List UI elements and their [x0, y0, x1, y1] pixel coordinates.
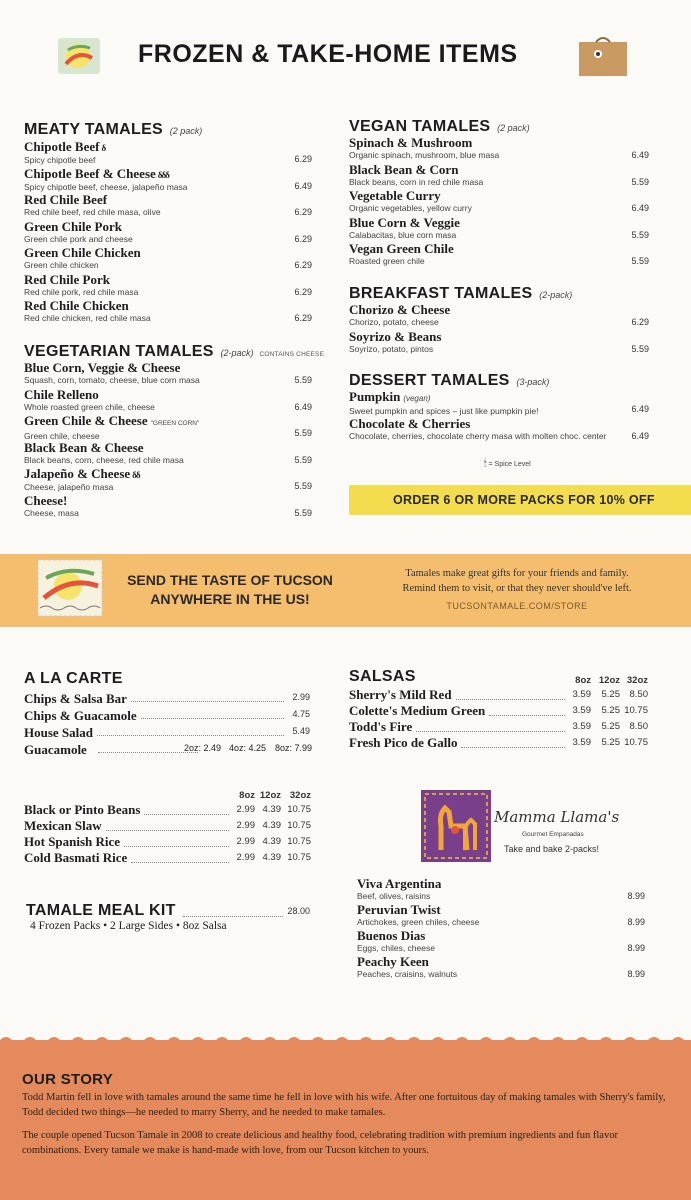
llama-item [357, 955, 645, 981]
dessert-item-price: 6.49 [631, 404, 649, 414]
llama-item-price: 8.99 [627, 917, 645, 927]
shipping-banner [0, 554, 691, 627]
vegan-item-desc: Organic vegetables, yellow curry [349, 203, 472, 213]
vegan-item-price: 5.59 [631, 229, 649, 240]
meaty-title: MEATY TAMALES [24, 121, 164, 138]
vegetarian-item-name: Jalapeño & Cheese δδ [24, 466, 140, 481]
vegetarian-item-desc: Whole roasted green chile, cheese [24, 401, 155, 412]
mealkit-desc: 4 Frozen Packs • 2 Large Sides • 8oz Salsa [30, 920, 227, 932]
alacarte-item-dots [131, 701, 284, 702]
flame-icon: δ [101, 143, 106, 153]
salsa-item-dots [489, 715, 565, 716]
vegan-item-name: Vegan Green Chile [349, 241, 454, 256]
llama-item-name: Viva Argentina [357, 876, 442, 891]
vegetarian-item-price: 5.59 [294, 454, 312, 465]
dessert-item-desc: Chocolate, cherries, chocolate cherry masa with molten choc. center [349, 430, 607, 441]
vegetarian-item [24, 441, 312, 467]
vegan-item [349, 189, 649, 215]
llama-item-desc: Artichokes, green chiles, cheese [357, 917, 480, 927]
vegetarian-item-desc: Cheese, masa [24, 507, 79, 518]
dessert-title: DESSERT TAMALES [349, 372, 510, 389]
alacarte-item [24, 724, 310, 740]
sides-item-price: 4.39 [262, 820, 281, 831]
meaty-item [24, 193, 312, 219]
sides-item-price: 4.39 [262, 852, 281, 863]
banner-copy-1: Tamales make great gifts for your friends and family. [405, 568, 629, 579]
vegan-item-name: Spinach & Mushroom [349, 135, 473, 150]
flame-icon: 🕯 [484, 458, 487, 468]
sides-item-price: 2.99 [236, 820, 255, 831]
sides-item-price: 2.99 [236, 804, 255, 815]
meaty-item-name: Chipotle Beef & Cheese δδδ [24, 165, 169, 181]
mealkit-dots [183, 916, 283, 917]
vegetarian-item-price: 5.59 [294, 507, 312, 518]
breakfast-item-desc: Chorizo, potato, cheese [349, 317, 439, 327]
story-section [0, 1040, 691, 1200]
meaty-item [24, 167, 312, 193]
salsa-item-name: Fresh Pico de Gallo [349, 735, 458, 750]
sides-size-label: 12oz [259, 790, 281, 801]
breakfast-item [349, 330, 649, 356]
llama-logo-icon [421, 790, 491, 862]
breakfast-pack: (2-pack) [539, 290, 573, 300]
vegan-pack: (2 pack) [497, 123, 530, 133]
shopping-bag-icon [576, 36, 630, 78]
vegetarian-pack: (2-pack) [220, 348, 254, 358]
llama-item [357, 903, 645, 929]
vegan-item [349, 242, 649, 268]
vegan-tag: (vegan) [403, 394, 431, 403]
vegan-item-desc: Organic spinach, mushroom, blue masa [349, 150, 500, 160]
breakfast-item-name: Soyrizo & Beans [349, 328, 442, 344]
vegan-item-price: 6.49 [631, 150, 649, 160]
vegan-title: VEGAN TAMALES [349, 118, 491, 135]
alacarte-item-name: House Salad [24, 725, 93, 740]
sides-item-dots [131, 862, 229, 863]
sides-item-dots [144, 814, 229, 815]
llama-item-desc: Peaches, craisins, walnuts [357, 969, 458, 979]
llama-sub: Gourmet Empanadas [522, 831, 584, 838]
salsa-item-price: 10.75 [624, 705, 648, 716]
meaty-item-name: Red Chile Beef [24, 192, 108, 207]
sides-item-price: 10.75 [287, 852, 311, 863]
meaty-item-price: 6.29 [294, 286, 312, 297]
vegan-item [349, 216, 649, 242]
alacarte-item-name: Chips & Guacamole [24, 708, 137, 723]
breakfast-heading [349, 285, 572, 303]
salsa-item-price: 3.59 [572, 737, 591, 748]
banner-headline-2: ANYWHERE IN THE US! [150, 591, 310, 607]
vegan-item-name: Vegetable Curry [349, 188, 441, 203]
vegan-item-desc: Roasted green chile [349, 256, 425, 266]
meaty-item-price: 6.29 [294, 313, 312, 323]
meaty-item [24, 140, 312, 166]
salsa-size-label: 8oz [575, 675, 591, 686]
meaty-item [24, 246, 312, 272]
banner-link[interactable]: TUCSONTAMALE.COM/STORE [446, 601, 588, 611]
meaty-item-desc: Red chile chicken, red chile masa [24, 313, 151, 323]
vegetarian-item-name: Black Bean & Cheese [24, 439, 144, 455]
meaty-item [24, 220, 312, 246]
banner-headline [110, 571, 350, 609]
vegan-item [349, 163, 649, 189]
story-p1: Todd Martin fell in love with tamales around the same time he fell in love with his wife. After one fortuitous day of making tamales with Sherry's family, Todd decided two things—he needed to marry Sherry, and he needed to make tamales. [22, 1092, 666, 1118]
salsa-size-label: 12oz [598, 675, 620, 686]
llama-item-price: 8.99 [627, 891, 645, 901]
breakfast-item-desc: Soyrizo, potato, pintos [349, 343, 434, 354]
breakfast-item [349, 303, 649, 329]
alacarte-item-name: Chips & Salsa Bar [24, 691, 127, 706]
meaty-item-desc: Spicy chipotle beef, cheese, jalapeño masa [24, 181, 188, 192]
guacamole-dots [98, 752, 198, 753]
meaty-item-price: 6.49 [294, 180, 312, 191]
meaty-item-name: Chipotle Beef δ [24, 139, 106, 154]
salsa-item-price: 10.75 [624, 737, 648, 748]
vegetarian-item-name: Green Chile & Cheese "GREEN CORN" [24, 413, 200, 428]
llama-item [357, 929, 645, 955]
llama-item-price: 8.99 [627, 943, 645, 953]
llama-item-price: 8.99 [627, 969, 645, 979]
sides-item-price: 10.75 [287, 804, 311, 815]
breakfast-item-price: 5.59 [631, 343, 649, 354]
meaty-item-desc: Spicy chipotle beef [24, 155, 96, 165]
meaty-item-price: 6.29 [294, 260, 312, 270]
item-tag: "GREEN CORN" [150, 420, 200, 427]
salsa-item-name: Colette's Medium Green [349, 703, 486, 718]
guac-size-3: 8oz: 7.99 [275, 743, 313, 753]
dessert-item [349, 390, 649, 416]
vegetarian-item [24, 467, 312, 493]
sides-item-dots [106, 830, 229, 831]
salsa-item-price: 5.25 [601, 689, 620, 700]
vegan-item-price: 6.49 [631, 203, 649, 213]
alacarte-item-dots [141, 718, 284, 719]
dessert-item-price: 6.49 [631, 430, 649, 441]
sides-item-price: 2.99 [236, 836, 255, 847]
guacamole-row [24, 741, 314, 759]
salsa-item-price: 3.59 [572, 721, 591, 732]
vegetarian-item-name: Blue Corn, Veggie & Cheese [24, 360, 181, 375]
vegan-item-desc: Black beans, corn in red chile masa [349, 176, 484, 187]
sides-item-name: Black or Pinto Beans [24, 802, 141, 817]
sides-item-price: 4.39 [262, 836, 281, 847]
vegetarian-item [24, 388, 312, 414]
salsa-item-price: 5.25 [601, 705, 620, 716]
breakfast-title: BREAKFAST TAMALES [349, 285, 533, 302]
mealkit-heading: TAMALE MEAL KIT [26, 902, 176, 919]
banner-copy [356, 566, 678, 614]
flame-icon: δδ [132, 470, 140, 480]
vegetarian-item-price: 5.59 [294, 481, 312, 491]
alacarte-item-price: 4.75 [292, 709, 310, 719]
alacarte-item [24, 690, 310, 706]
sides-item-price: 10.75 [287, 836, 311, 847]
sides-item-dots [124, 846, 229, 847]
vegetarian-title: VEGETARIAN TAMALES [24, 343, 214, 360]
vegetarian-item-name: Chile Relleno [24, 386, 99, 402]
salsa-item-name: Todd's Fire [349, 719, 413, 734]
alacarte-item-dots [97, 735, 284, 736]
sides-item-price: 10.75 [287, 820, 311, 831]
guac-size-2: 4oz: 4.25 [229, 743, 267, 753]
dessert-item-desc: Sweet pumpkin and spices – just like pumpkin pie! [349, 406, 539, 416]
banner-headline-1: SEND THE TASTE OF TUCSON [127, 572, 333, 588]
breakfast-item-price: 6.29 [631, 317, 649, 327]
vegetarian-note: CONTAINS CHEESE [259, 351, 325, 358]
mealkit-price: 28.00 [287, 906, 310, 916]
story-p2: The couple opened Tucson Tamale in 2008 to create delicious and healthy food, celebrating tradition with premium ingredients and fun flavor combinations. Every tamale we make is hand-made with love, from our Tucson kitchen to yours. [22, 1130, 618, 1156]
vegetarian-item-price: 5.59 [294, 428, 312, 438]
alacarte-heading: A LA CARTE [24, 670, 123, 687]
salsa-item-price: 5.25 [601, 737, 620, 748]
llama-item [357, 877, 645, 903]
meaty-item-desc: Green chile pork and cheese [24, 233, 133, 244]
vegan-item-name: Black Bean & Corn [349, 161, 459, 177]
meaty-item-price: 6.29 [294, 233, 312, 244]
llama-item-name: Peachy Keen [357, 954, 429, 969]
vegetarian-heading [24, 343, 324, 361]
llama-item-name: Peruvian Twist [357, 902, 441, 917]
dessert-pack: (3-pack) [516, 377, 550, 387]
salsa-item-price: 3.59 [572, 689, 591, 700]
alacarte-item-price: 2.99 [292, 692, 310, 702]
meaty-item [24, 299, 312, 325]
salsa-item-price: 3.59 [572, 705, 591, 716]
meaty-item [24, 273, 312, 299]
logo-icon [56, 36, 102, 76]
llama-item-desc: Beef, olives, raisins [357, 891, 431, 901]
spice-legend-text: = Spice Level [488, 461, 531, 468]
vegetarian-item-desc: Cheese, jalapeño masa [24, 482, 114, 492]
llama-item-desc: Eggs, chiles, cheese [357, 943, 435, 953]
alacarte-item [24, 707, 310, 723]
vegetarian-item-desc: Green chile, cheese [24, 431, 100, 441]
vegetarian-item [24, 494, 312, 520]
vegan-item-desc: Calabacitas, blue corn masa [349, 229, 457, 240]
meaty-item-price: 6.29 [294, 207, 312, 217]
vegan-item [349, 136, 649, 162]
flame-icon: δδδ [157, 169, 169, 180]
stamp-icon [34, 556, 110, 622]
vegetarian-item-desc: Squash, corn, tomato, cheese, blue corn masa [24, 375, 200, 385]
salsa-item-price: 5.25 [601, 721, 620, 732]
salsa-item-dots [416, 731, 565, 732]
vegetarian-item-desc: Black beans, corn, cheese, red chile masa [24, 454, 184, 465]
meaty-item-desc: Green chile chicken [24, 260, 99, 270]
meaty-item-desc: Red chile beef, red chile masa, olive [24, 207, 161, 217]
llama-brand: Mamma Llama's [494, 808, 620, 826]
story-title: OUR STORY [22, 1071, 114, 1088]
alacarte-item-price: 5.49 [292, 726, 310, 736]
dessert-item [349, 417, 649, 443]
llama-tag: Take and bake 2-packs! [504, 844, 600, 854]
sides-size-label: 32oz [289, 790, 311, 801]
guacamole-name: Guacamole [24, 742, 87, 757]
sides-item-name: Cold Basmati Rice [24, 850, 128, 865]
meaty-item-name: Green Chile Pork [24, 218, 122, 234]
meaty-heading [24, 121, 202, 139]
sides-item-price: 2.99 [236, 852, 255, 863]
sides-item-name: Hot Spanish Rice [24, 834, 121, 849]
story-scallop [0, 1034, 691, 1046]
banner-copy-2: Remind them to visit, or that they never should've left. [402, 583, 632, 594]
vegetarian-item [24, 414, 312, 440]
dessert-item-name: Pumpkin (vegan) [349, 389, 431, 404]
vegan-item-name: Blue Corn & Veggie [349, 214, 460, 230]
vegetarian-item-price: 6.49 [294, 401, 312, 412]
page-title: FROZEN & TAKE-HOME ITEMS [138, 40, 518, 68]
salsa-item-dots [456, 699, 565, 700]
salsa-item-price: 8.50 [629, 689, 648, 700]
meaty-item-name: Red Chile Chicken [24, 298, 129, 313]
vegetarian-item [24, 361, 312, 387]
meaty-item-name: Red Chile Pork [24, 271, 110, 287]
dessert-heading [349, 372, 549, 390]
promo-text: ORDER 6 OR MORE PACKS FOR 10% OFF [393, 493, 655, 507]
dessert-item-name: Chocolate & Cherries [349, 415, 471, 431]
vegan-item-price: 5.59 [631, 176, 649, 187]
vegan-heading [349, 118, 530, 136]
meaty-item-desc: Red chile pork, red chile masa [24, 286, 139, 297]
sides-size-label: 8oz [239, 790, 255, 801]
salsas-heading: SALSAS [349, 668, 416, 685]
spice-legend [484, 458, 531, 469]
vegan-item-price: 5.59 [631, 256, 649, 266]
meaty-item-name: Green Chile Chicken [24, 245, 141, 260]
salsa-item-price: 8.50 [629, 721, 648, 732]
meaty-item-price: 6.29 [294, 154, 312, 164]
salsa-size-label: 32oz [626, 675, 648, 686]
breakfast-item-name: Chorizo & Cheese [349, 302, 451, 317]
promo-bar [349, 485, 691, 515]
vegetarian-item-name: Cheese! [24, 492, 68, 508]
salsa-item-dots [461, 747, 565, 748]
vegetarian-item-price: 5.59 [294, 375, 312, 385]
llama-item-name: Buenos Dias [357, 928, 426, 943]
meaty-pack: (2 pack) [169, 126, 203, 136]
salsa-item-name: Sherry's Mild Red [349, 687, 452, 702]
sides-item-price: 4.39 [262, 804, 281, 815]
guac-size-1: 2oz: 2.49 [184, 743, 222, 753]
sides-item-name: Mexican Slaw [24, 818, 102, 833]
